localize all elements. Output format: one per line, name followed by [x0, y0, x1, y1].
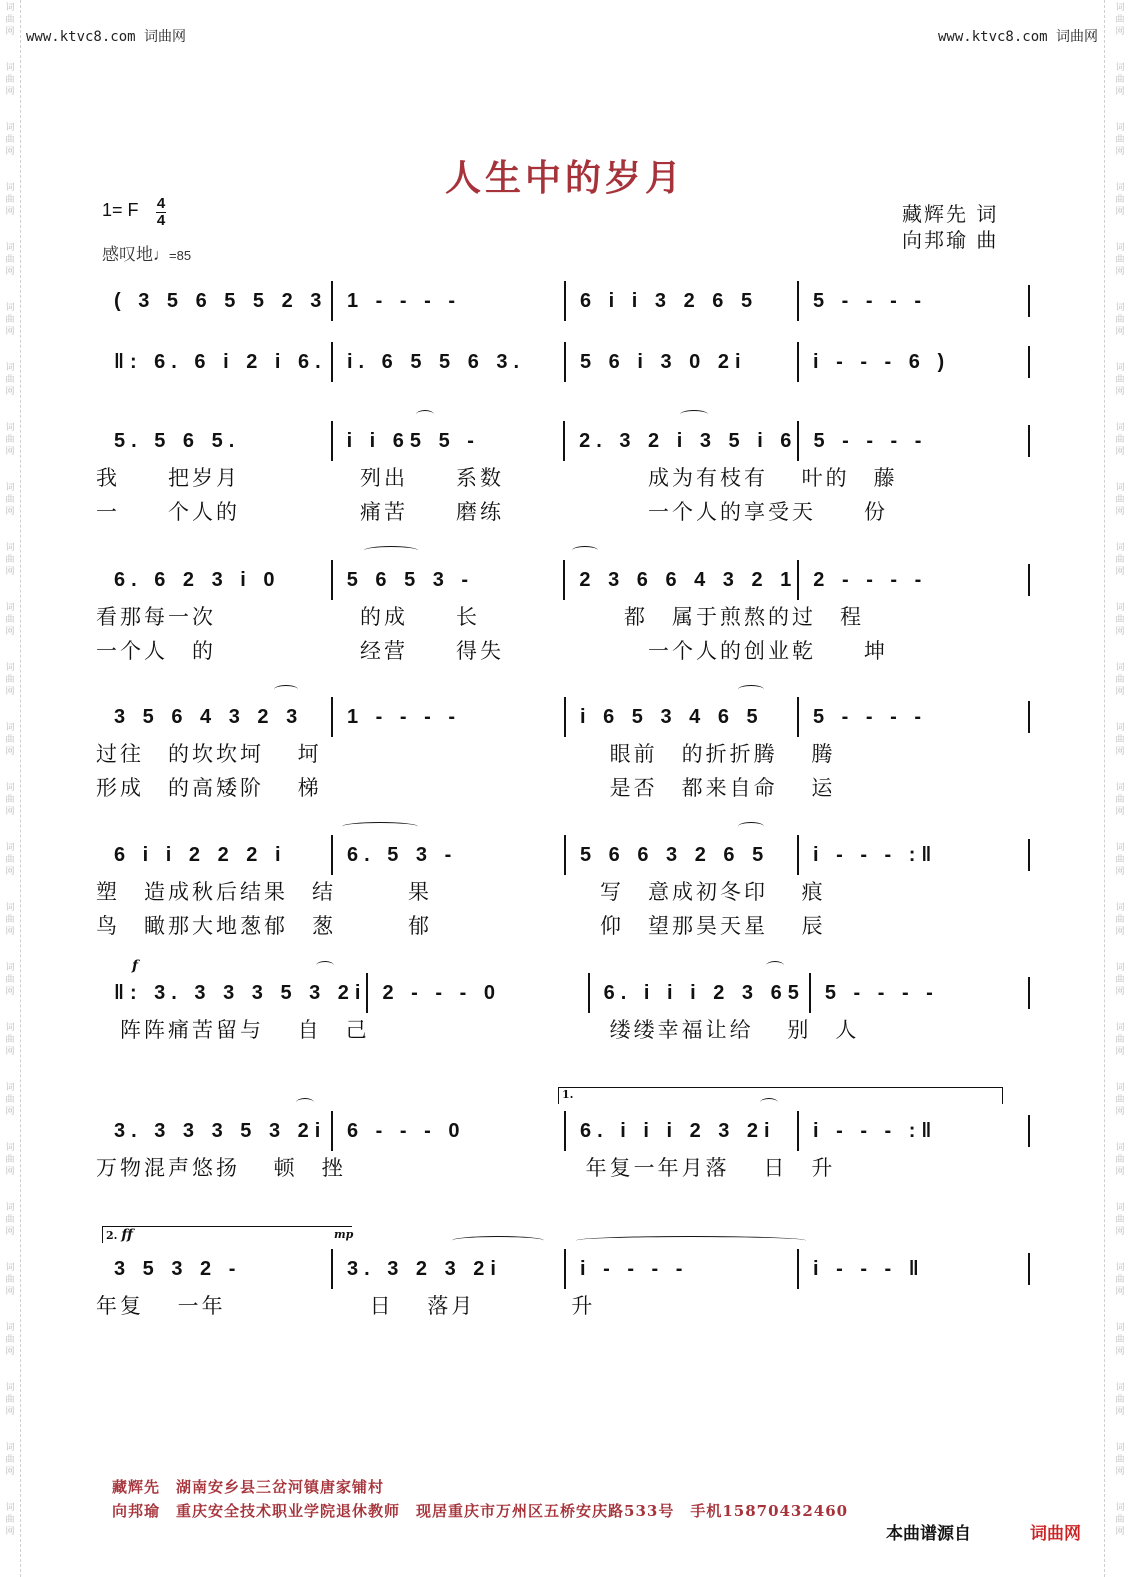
measure: 3 5 6 4 3 2 3 [114, 706, 304, 728]
side-watermark-text: 词曲网 [1115, 1143, 1125, 1177]
side-watermark-text: 词曲网 [5, 1443, 15, 1477]
side-watermark-text: 词曲网 [1115, 963, 1125, 997]
notation-row [100, 421, 1030, 461]
time-bottom: 4 [156, 212, 166, 229]
side-watermark-text: 词曲网 [5, 303, 15, 337]
measure: 6. i i i 2 3 65 [588, 973, 809, 1013]
footer-composer-info: 向邦瑜 重庆安全技术职业学院退休教师 现居重庆市万州区五桥安庆路533号 手机15870432460 [112, 1502, 849, 1520]
lyric-line: 年复 一年 日 落月 升 [96, 1294, 596, 1318]
header-watermark-left [26, 26, 186, 46]
side-watermark-text: 词曲网 [1115, 1383, 1125, 1417]
measure: 3. 3 3 3 5 3 2i [114, 1120, 327, 1142]
side-watermark-text: 词曲网 [5, 903, 15, 937]
measure: 6. 5 3 - [331, 835, 564, 875]
time-signature [156, 196, 166, 229]
side-watermark-text: 词曲网 [1115, 1443, 1125, 1477]
song-title: 人生中的岁月 [444, 157, 685, 199]
side-watermark-text: 词曲网 [1115, 663, 1125, 697]
measure: 5. 5 6 5. [114, 430, 241, 452]
side-watermark-text: 词曲网 [1115, 63, 1125, 97]
side-watermark-text: 词曲网 [5, 183, 15, 217]
left-dashed-border [20, 0, 21, 1577]
header-watermark-right [938, 26, 1098, 46]
lyric-line: 塑 造成秋后结果 结 果 写 意成初冬印 痕 [96, 880, 826, 904]
measure: 1 - - - - [331, 281, 564, 321]
mezzo-piano-mark: mp [334, 1228, 354, 1241]
measure: ‖: 6. 6 i 2 i 6. [114, 351, 327, 373]
lyric-line: 看那每一次 的成 长 都 属于煎熬的过 程 [96, 605, 864, 629]
lyricist-credit: 藏辉先 词 [902, 202, 999, 226]
lyric-line: 万物混声悠扬 顿 挫 年复一年月落 日 升 [96, 1156, 836, 1180]
measure: i - - - :‖ [797, 1111, 1030, 1151]
side-watermark-text: 词曲网 [1115, 1323, 1125, 1357]
watermark-name: 词曲网 [1056, 29, 1099, 45]
right-dashed-border [1104, 0, 1105, 1577]
side-watermark-text: 词曲网 [5, 363, 15, 397]
side-watermark-text: 词曲网 [1115, 843, 1125, 877]
side-watermark-text: 词曲网 [1115, 123, 1125, 157]
notation-row [100, 1249, 1030, 1289]
side-watermark-text: 词曲网 [5, 1023, 15, 1057]
measure: 1 - - - - [331, 697, 564, 737]
side-watermark-text: 词曲网 [5, 663, 15, 697]
slur-arc [452, 1236, 544, 1245]
side-watermark-text: 词曲网 [1115, 243, 1125, 277]
side-watermark-text: 词曲网 [1115, 723, 1125, 757]
measure: i i 65 5 - [331, 421, 564, 461]
footer-lyricist-info: 藏辉先 湖南安乡县三岔河镇唐家铺村 [112, 1478, 385, 1496]
slur-arc [416, 410, 434, 419]
side-watermark-text: 词曲网 [5, 1143, 15, 1177]
tempo-marking [102, 240, 191, 265]
side-watermark-text: 词曲网 [5, 843, 15, 877]
measure: 6 - - - 0 [331, 1111, 564, 1151]
measure: i 6 5 3 4 6 5 [564, 697, 797, 737]
measure: 6 i i 2 2 2 i [114, 844, 287, 866]
side-watermark-text: 词曲网 [1115, 1503, 1125, 1537]
tempo-value: =85 [169, 248, 192, 263]
lyric-line: 过往 的坎坎坷 坷 眼前 的折折腾 腾 [96, 742, 836, 766]
side-watermark-text: 词曲网 [5, 963, 15, 997]
side-watermark-text: 词曲网 [5, 1503, 15, 1537]
measure: i - - - - [564, 1249, 797, 1289]
watermark-name: 词曲网 [144, 29, 187, 45]
side-watermark-text: 词曲网 [5, 603, 15, 637]
slur-arc [738, 822, 764, 831]
watermark-site: www.ktvc8.com [26, 29, 136, 45]
slur-arc [680, 410, 708, 419]
volta-label-2: 2. [106, 1229, 118, 1242]
slur-arc [576, 1236, 806, 1245]
fortissimo-mark: ff [121, 1227, 133, 1243]
lyric-line: 鸟 瞰那大地葱郁 葱 郁 仰 望那昊天星 辰 [96, 914, 826, 938]
side-watermark-text: 词曲网 [5, 1083, 15, 1117]
measure: ‖: 3. 3 3 3 5 3 2i [114, 982, 367, 1004]
notation-row [100, 835, 1030, 875]
side-watermark-text: 词曲网 [1115, 1023, 1125, 1057]
slur-arc [296, 1098, 314, 1107]
lyric-line: 阵阵痛苦留与 自 己 缕缕幸福让给 别 人 [96, 1018, 860, 1042]
side-watermark-text: 词曲网 [5, 423, 15, 457]
notation-row [100, 560, 1030, 600]
measure: 5 - - - - [809, 973, 1030, 1013]
notation-row [100, 1111, 1030, 1151]
measure: 6. 6 2 3 i 0 [114, 569, 281, 591]
notation-row [100, 697, 1030, 737]
side-watermark-text: 词曲网 [1115, 423, 1125, 457]
measure: 3. 3 2 3 2i [331, 1249, 564, 1289]
measure: ( 3 5 6 5 5 2 3 [114, 290, 328, 312]
side-watermark-text: 词曲网 [1115, 1083, 1125, 1117]
measure: 2. 3 2 i 3 5 i 6 [563, 421, 797, 461]
source-label: 本曲谱源自 [886, 1524, 971, 1544]
volta-bracket-2 [102, 1226, 352, 1243]
side-watermark-text: 词曲网 [1115, 3, 1125, 37]
side-watermark-text: 词曲网 [5, 723, 15, 757]
measure: 2 - - - 0 [366, 973, 587, 1013]
side-watermark-text: 词曲网 [5, 483, 15, 517]
measure: 2 - - - - [797, 560, 1030, 600]
source-site-link[interactable]: 词曲网 [1030, 1524, 1081, 1544]
measure: 5 - - - - [797, 421, 1030, 461]
measure: i - - - :‖ [797, 835, 1030, 875]
side-watermark-text: 词曲网 [1115, 303, 1125, 337]
side-watermark-text: 词曲网 [1115, 783, 1125, 817]
left-watermark-strip [2, 0, 18, 1577]
measure: 6 i i 3 2 6 5 [564, 281, 797, 321]
slur-arc [364, 546, 418, 555]
slur-arc [274, 685, 298, 694]
notation-row [100, 281, 1030, 321]
measure: 5 6 6 3 2 6 5 [564, 835, 797, 875]
slur-arc [316, 961, 334, 970]
side-watermark-text: 词曲网 [5, 1263, 15, 1297]
side-watermark-text: 词曲网 [1115, 483, 1125, 517]
measure: 5 - - - - [797, 281, 1030, 321]
lyric-line: 一个人 的 经营 得失 一个人的创业乾 坤 [96, 639, 888, 663]
measure: 3 5 3 2 - [114, 1258, 242, 1280]
side-watermark-text: 词曲网 [5, 3, 15, 37]
slur-arc [766, 961, 784, 970]
measure: 2 3 6 6 4 3 2 1 [563, 560, 797, 600]
volta-bracket-1 [558, 1087, 1003, 1104]
volta-label-1: 1. [562, 1088, 574, 1101]
notation-row [100, 342, 1030, 382]
measure: i. 6 5 5 6 3. [331, 342, 564, 382]
measure: 5 6 5 3 - [331, 560, 564, 600]
lyric-line: 我 把岁月 列出 系数 成为有枝有 叶的 藤 [96, 466, 898, 490]
measure: 5 6 i 3 0 2i [564, 342, 797, 382]
slur-arc [572, 546, 598, 555]
side-watermark-text: 词曲网 [5, 783, 15, 817]
measure: i - - - ‖ [797, 1249, 1030, 1289]
side-watermark-text: 词曲网 [1115, 543, 1125, 577]
side-watermark-text: 词曲网 [1115, 1263, 1125, 1297]
side-watermark-text: 词曲网 [5, 1383, 15, 1417]
side-watermark-text: 词曲网 [1115, 903, 1125, 937]
side-watermark-text: 词曲网 [1115, 1203, 1125, 1237]
notation-row [100, 973, 1030, 1013]
measure: i - - - 6 ) [797, 342, 1030, 382]
lyric-line: 形成 的高矮阶 梯 是否 都来自命 运 [96, 776, 836, 800]
time-top: 4 [156, 195, 166, 212]
quarter-note-icon: ♩ [153, 247, 169, 264]
slur-arc [760, 1098, 778, 1107]
side-watermark-text: 词曲网 [1115, 183, 1125, 217]
right-watermark-strip [1112, 0, 1128, 1577]
side-watermark-text: 词曲网 [5, 243, 15, 277]
slur-arc [342, 822, 418, 831]
side-watermark-text: 词曲网 [5, 543, 15, 577]
side-watermark-text: 词曲网 [5, 1323, 15, 1357]
lyric-line: 一 个人的 痛苦 磨练 一个人的享受天 份 [96, 500, 888, 524]
key-signature: 1= F [102, 200, 139, 220]
composer-credit: 向邦瑜 曲 [902, 228, 999, 252]
forte-mark: f [132, 958, 139, 974]
measure: 5 - - - - [797, 697, 1030, 737]
expression-text: 感叹地 [102, 245, 153, 264]
slur-arc [738, 685, 764, 694]
watermark-site: www.ktvc8.com [938, 29, 1048, 45]
side-watermark-text: 词曲网 [5, 63, 15, 97]
side-watermark-text: 词曲网 [5, 123, 15, 157]
side-watermark-text: 词曲网 [1115, 363, 1125, 397]
side-watermark-text: 词曲网 [1115, 603, 1125, 637]
side-watermark-text: 词曲网 [5, 1203, 15, 1237]
measure: 6. i i i 2 3 2i [564, 1111, 797, 1151]
